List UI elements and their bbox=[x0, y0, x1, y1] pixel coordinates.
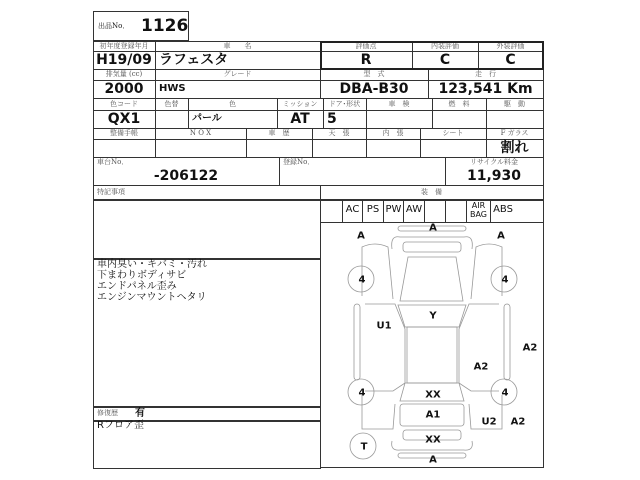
equipment-item: AC bbox=[342, 200, 362, 222]
row4-value bbox=[366, 139, 420, 157]
equipment-item: ABS bbox=[490, 200, 515, 222]
row4-label: 内 張 bbox=[382, 129, 404, 137]
equipment-item: AIR BAG bbox=[466, 200, 490, 222]
row3-value bbox=[486, 110, 543, 128]
row5-label: 車台No． bbox=[97, 158, 129, 166]
row4-label: 天 張 bbox=[328, 129, 350, 137]
row2-value: 123,541 Km bbox=[438, 81, 533, 97]
repair-notes: Rフロア歪 bbox=[97, 420, 144, 431]
damage-mark: Y bbox=[429, 310, 437, 322]
row3-label: 色コード bbox=[110, 100, 138, 108]
row3-label: ドア･形状 bbox=[328, 100, 361, 108]
row3-value: パール bbox=[192, 113, 222, 124]
row3-value: AT bbox=[290, 111, 310, 127]
remarks-label: 特記事項 bbox=[97, 188, 125, 196]
damage-mark: A bbox=[429, 222, 437, 234]
repair-value: 有 bbox=[135, 408, 145, 419]
row2-label: 排気量 (cc) bbox=[105, 70, 143, 78]
equipment-item bbox=[424, 200, 445, 222]
row2-label: グレード bbox=[223, 70, 252, 78]
row1-value: C bbox=[505, 52, 516, 68]
damage-mark: T bbox=[360, 441, 368, 453]
row4-label: 車 歴 bbox=[268, 129, 290, 137]
damage-mark: XX bbox=[425, 389, 441, 401]
row4-value bbox=[312, 139, 366, 157]
damage-mark: U1 bbox=[376, 320, 392, 332]
row4-label: シート bbox=[442, 129, 464, 137]
row2-label: 走 行 bbox=[475, 70, 496, 78]
row3-value bbox=[432, 110, 486, 128]
damage-mark: A1 bbox=[425, 409, 441, 421]
row4-label: N O X bbox=[189, 129, 212, 137]
row1-value: R bbox=[360, 52, 372, 68]
row1-label: 評価点 bbox=[355, 42, 377, 50]
row2-value: 2000 bbox=[104, 81, 144, 97]
damage-mark: U2 bbox=[481, 416, 497, 428]
car-diagram bbox=[320, 220, 544, 467]
row1-value: H19/09 bbox=[96, 52, 152, 68]
damage-mark: A bbox=[429, 454, 437, 466]
remarks-box bbox=[93, 199, 321, 260]
equipment-item bbox=[320, 200, 342, 222]
row5-label: 登録No． bbox=[283, 158, 315, 166]
damage-mark: A bbox=[497, 230, 505, 242]
row5-value: 11,930 bbox=[466, 168, 522, 184]
row3-label: 駆 動 bbox=[504, 100, 525, 108]
row5-value bbox=[279, 167, 445, 185]
remark-line: 車内臭い・キバミ・汚れ bbox=[97, 259, 207, 270]
row4-value bbox=[420, 139, 486, 157]
row4-value bbox=[155, 139, 246, 157]
damage-mark: A bbox=[357, 230, 365, 242]
row3-value bbox=[155, 110, 188, 128]
row1-value: C bbox=[439, 52, 451, 68]
damage-mark: A2 bbox=[510, 416, 526, 428]
row3-value bbox=[366, 110, 432, 128]
row4-label: F ガラス bbox=[500, 129, 529, 137]
damage-mark: 4 bbox=[501, 274, 509, 286]
row4-value bbox=[93, 139, 155, 157]
damage-mark: A2 bbox=[473, 361, 489, 373]
remark-line: 下まわりボディサビ bbox=[97, 270, 187, 281]
lot-number: 1126 bbox=[141, 16, 189, 36]
row5-label: リサイクル料金 bbox=[469, 158, 519, 166]
row2-value: DBA-B30 bbox=[339, 81, 409, 97]
row2-label: 型 式 bbox=[363, 70, 385, 78]
row4-value: 割れ bbox=[500, 140, 529, 156]
row1-label: 外装評価 bbox=[496, 42, 525, 50]
row3-label: 色替 bbox=[164, 100, 179, 108]
row3-label: ミッション bbox=[282, 100, 318, 108]
row2-value: HWS bbox=[159, 83, 186, 94]
equipment-item: PS bbox=[362, 200, 383, 222]
equipment-item: AW bbox=[403, 200, 424, 222]
lot-number-box bbox=[93, 11, 189, 41]
equipment-item bbox=[445, 200, 466, 222]
damage-mark: 4 bbox=[501, 387, 509, 399]
remark-line: エンジンマウントヘタリ bbox=[97, 292, 207, 303]
row1-label: 初年度登録年月 bbox=[99, 42, 149, 50]
damage-mark: 4 bbox=[358, 274, 366, 286]
row3-value: QX1 bbox=[107, 111, 141, 127]
grade-box bbox=[320, 41, 544, 70]
damage-mark: A2 bbox=[522, 342, 538, 354]
damage-mark: XX bbox=[425, 434, 441, 446]
row3-label: 燃 料 bbox=[448, 100, 470, 108]
row3-label: 車 検 bbox=[388, 100, 410, 108]
lot-label: 出品No． bbox=[98, 22, 130, 30]
row4-value bbox=[246, 139, 312, 157]
diagram-box bbox=[320, 221, 544, 468]
row1-label: 内装評価 bbox=[431, 42, 459, 50]
remark-line: エンドパネル歪み bbox=[97, 281, 177, 292]
row5-value: -206122 bbox=[153, 168, 219, 184]
equipment-label: 装 備 bbox=[421, 188, 442, 196]
row3-value: 5 bbox=[327, 111, 337, 127]
row4-label: 整備手帳 bbox=[110, 129, 138, 137]
row1-value: ラフェスタ bbox=[159, 52, 229, 68]
equipment-item: PW bbox=[383, 200, 403, 222]
repair-label: 修復歴 bbox=[97, 409, 118, 417]
row1-label: 車 名 bbox=[223, 42, 252, 50]
row3-label: 色 bbox=[229, 100, 236, 108]
damage-mark: 4 bbox=[358, 387, 366, 399]
